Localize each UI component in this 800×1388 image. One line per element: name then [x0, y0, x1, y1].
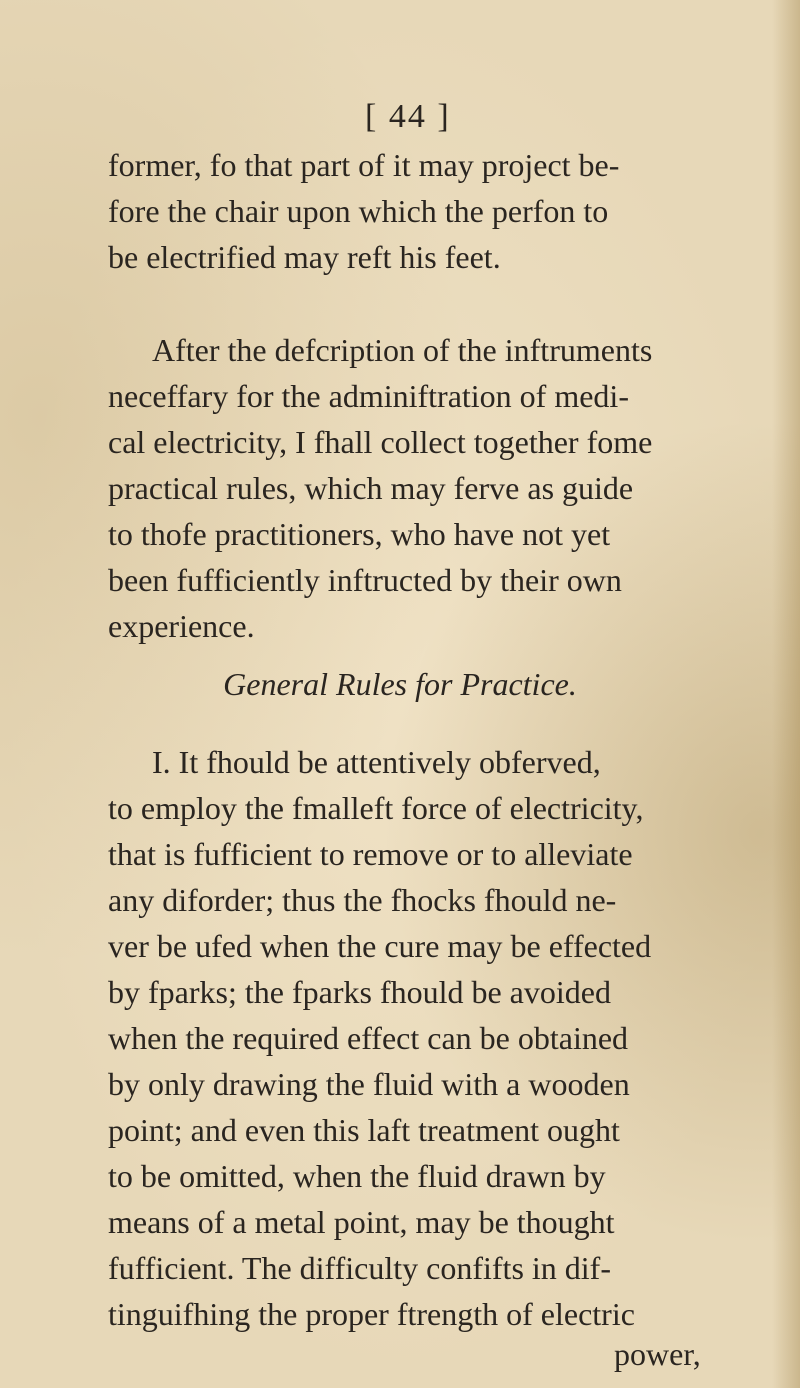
- text-line: point; and even this laft treatment ought: [108, 1112, 620, 1148]
- text-line: practical rules, which may ferve as guide: [108, 470, 634, 506]
- text-line: means of a metal point, may be thought: [108, 1204, 615, 1240]
- text-line: to employ the fmalleft force of electricity,: [108, 790, 644, 826]
- text-line: fufficient. The difficulty confifts in dif-: [108, 1250, 611, 1286]
- text-line: former, fo that part of it may project be-: [108, 147, 620, 183]
- text-line: cal electricity, I fhall collect together fome: [108, 424, 653, 460]
- section-title: General Rules for Practice.: [223, 666, 577, 702]
- text-line: when the required effect can be obtained: [108, 1020, 629, 1056]
- text-line: that is fufficient to remove or to alleviate: [108, 836, 633, 872]
- text-line: to thofe practitioners, who have not yet: [108, 516, 611, 552]
- text-line: been fufficiently inftructed by their own: [108, 562, 622, 598]
- text-line: I. It fhould be attentively obferved,: [152, 744, 601, 780]
- text-line: any diforder; thus the fhocks fhould ne-: [108, 882, 617, 918]
- page-number-header: [ 44 ]: [365, 98, 451, 135]
- text-line: be electrified may reft his feet.: [108, 239, 501, 275]
- text-line: to be omitted, when the fluid drawn by: [108, 1158, 606, 1194]
- text-line: by fparks; the fparks fhould be avoided: [108, 974, 611, 1010]
- text-line: ver be ufed when the cure may be effected: [108, 928, 652, 964]
- text-line: neceffary for the adminiftration of medi-: [108, 378, 629, 414]
- catchword: power,: [614, 1336, 701, 1372]
- text-line: experience.: [108, 608, 255, 644]
- text-line: After the defcription of the inftruments: [152, 332, 653, 368]
- text-line: fore the chair upon which the perfon to: [108, 193, 609, 229]
- text-line: tinguifhing the proper ftrength of electric: [108, 1296, 635, 1332]
- text-line: by only drawing the fluid with a wooden: [108, 1066, 630, 1102]
